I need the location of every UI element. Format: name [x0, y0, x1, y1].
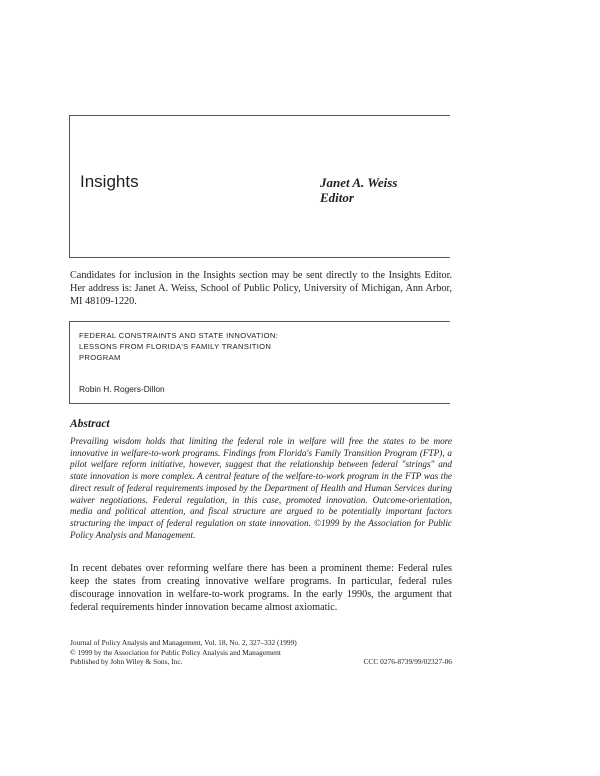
article-title: [79, 330, 278, 363]
editor-role: Editor: [320, 190, 354, 205]
submission-note: Candidates for inclusion in the Insights section may be sent directly to the Insights Editor. Her address is: Janet A. Weiss, School of Public Policy, University of Michigan, Ann Arbor, MI 48109-1220.: [70, 270, 452, 307]
abstract-text: Prevailing wisdom holds that limiting the federal role in welfare will free the states to be more innovative in welfare-to-work programs. Findings from Florida's Family Transition Program (FTP), a pilot welfare reform initiative, however, suggest that the relationship between federal "strings" and state innovation is more complex. A central feature of the welfare-to-work program in the FTP was the direct result of federal requirements imposed by the Department of Health and Human Services during waiver negotiations. Federal regulation, in this case, promoted innovation. Outcome-orientation, media and political attention, and fiscal structure are argued to be potentially important factors structuring the impact of federal regulation on state innovation. ©1999 by the Association for Public Policy Analysis and Management.: [70, 436, 452, 540]
ccc-code: CCC 0276-8739/99/02327-06: [363, 657, 452, 667]
section-title: Insights: [80, 172, 139, 191]
article-author: Robin H. Rogers-Dillon: [79, 384, 165, 394]
editor-block: [320, 175, 397, 205]
body-paragraph: In recent debates over reforming welfare there has been a prominent theme: Federal rules keep the states from creating innovative welfare programs. In particular, federal rules discourage innovation in welfare-to-work programs. In the early 1990s, the argument that federal requirements hinder innovation became almost axiomatic.: [70, 563, 452, 613]
abstract-heading: Abstract: [70, 418, 110, 430]
editor-name: Janet A. Weiss: [320, 175, 398, 190]
publisher-line: Published by John Wiley & Sons, Inc.: [70, 657, 183, 667]
article-title-line: PROGRAM: [79, 353, 121, 362]
article-title-line: LESSONS FROM FLORIDA'S FAMILY TRANSITION: [79, 342, 272, 351]
article-title-line: FEDERAL CONSTRAINTS AND STATE INNOVATION:: [79, 331, 279, 340]
journal-citation: Journal of Policy Analysis and Management, Vol. 18, No. 2, 327–332 (1999): [70, 638, 297, 647]
copyright-notice: © 1999 by the Association for Public Policy Analysis and Management: [70, 647, 281, 657]
page-footer: [70, 638, 452, 667]
